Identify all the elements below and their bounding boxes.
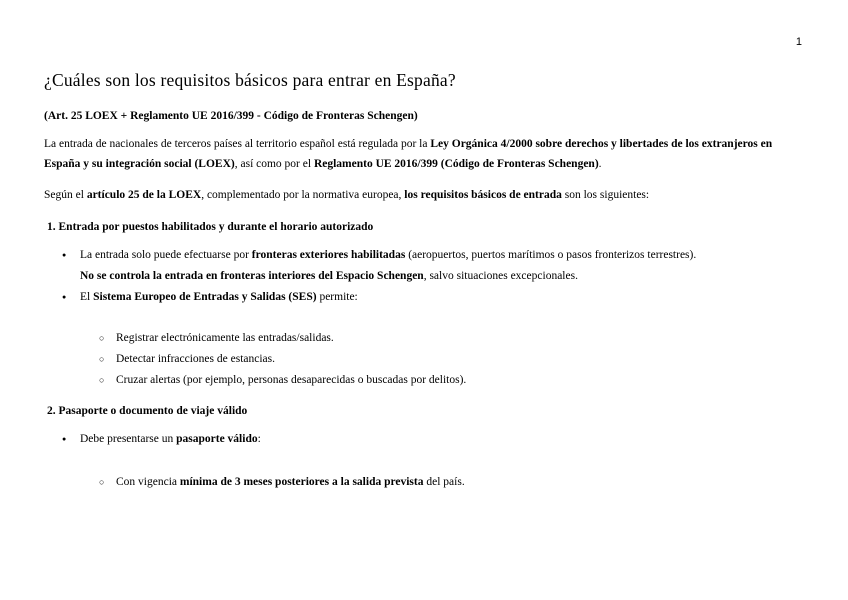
bullet-text: , salvo situaciones excepcionales. — [423, 270, 578, 282]
according-text-2: , complementado por la normativa europea, — [201, 189, 405, 201]
bullet-bold-text: No se controla la entrada en fronteras interiores del Espacio Schengen — [80, 270, 424, 282]
according-paragraph — [44, 185, 804, 205]
according-text-1: Según el — [44, 189, 87, 201]
bullet-bold-text: fronteras exteriores habilitadas — [251, 249, 406, 261]
section-1-sublist — [44, 328, 804, 391]
legal-reference-subheading: (Art. 25 LOEX + Reglamento UE 2016/399 - Código de Fronteras Schengen) — [44, 110, 418, 122]
bullet-text: El — [80, 291, 94, 303]
bullet-text: (aeropuertos, puertos marítimos o pasos fronterizos terrestres). — [405, 249, 697, 261]
sub-item-text: Con vigencia — [116, 476, 180, 488]
bullet-text: Debe presentarse un — [80, 433, 177, 445]
sub-item-text: del país. — [423, 476, 465, 488]
sub-list-item: ○ Registrar electrónicamente las entradas/salidas. — [44, 328, 804, 349]
bullet-bold-text: Sistema Europeo de Entradas y Salidas (SES) — [93, 291, 317, 303]
sub-list-item — [44, 472, 804, 493]
section-2-title: 2. Pasaporte o documento de viaje válido — [47, 405, 248, 417]
list-item — [44, 429, 804, 450]
intro-text-3: . — [598, 158, 602, 170]
section-2-list — [44, 429, 804, 450]
section-1-list — [44, 245, 804, 308]
section-2-sublist — [44, 472, 804, 493]
page-number: 1 — [795, 36, 802, 48]
section-1-title: 1. Entrada por puestos habilitados y durante el horario autorizado — [47, 221, 374, 233]
bullet-text: : — [257, 433, 261, 445]
sub-list-item: ○ Cruzar alertas (por ejemplo, personas desaparecidas o buscadas por delitos). — [44, 370, 804, 391]
intro-law-loex: Ley Orgánica 4/2000 sobre derechos y libertades de los extranjeros en España y su integración social (LOEX) — [44, 138, 773, 170]
according-text-3: son los siguientes: — [561, 189, 650, 201]
according-basic-requirements: los requisitos básicos de entrada — [404, 189, 562, 201]
list-item — [44, 287, 804, 308]
intro-text-2: , así como por el — [234, 158, 314, 170]
document-body — [44, 70, 804, 493]
intro-text-1: La entrada de nacionales de terceros países al territorio español está regulada por la — [44, 138, 431, 150]
bullet-text: La entrada solo puede efectuarse por — [80, 249, 252, 261]
bullet-bold-text: pasaporte válido — [176, 433, 258, 445]
intro-regulation-schengen: Reglamento UE 2016/399 (Código de Fronteras Schengen) — [313, 158, 599, 170]
sub-list-item: ○ Detectar infracciones de estancias. — [44, 349, 804, 370]
bullet-text: permite: — [316, 291, 358, 303]
page-title: ¿Cuáles son los requisitos básicos para entrar en España? — [44, 70, 456, 90]
according-article-25: artículo 25 de la LOEX — [86, 189, 202, 201]
intro-paragraph — [44, 134, 804, 174]
sub-item-bold-text: mínima de 3 meses posteriores a la salida prevista — [179, 476, 424, 488]
list-item — [44, 245, 804, 287]
